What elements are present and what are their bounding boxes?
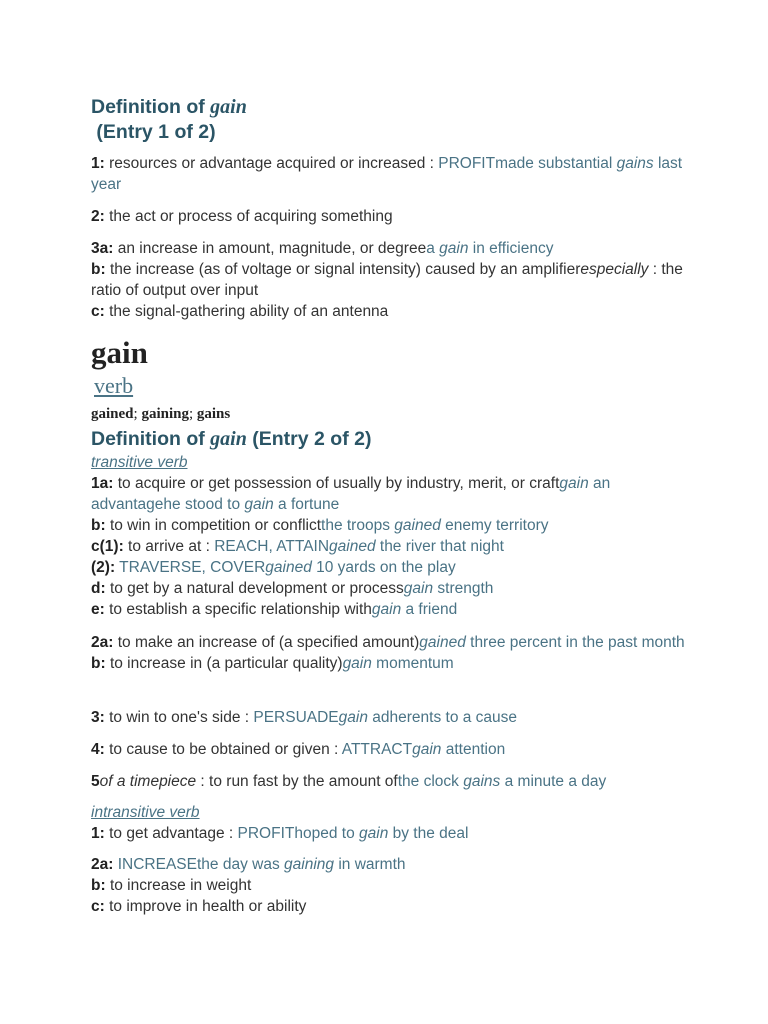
xref-link[interactable]: PROFIT [438,155,496,172]
transitive-sense-5: 5of a timepiece : to run fast by the amount ofthe clock gains a minute a day [91,773,607,790]
entry1-heading [91,95,691,145]
xref-link[interactable]: INCREASE [113,856,197,873]
transitive-verb-label[interactable]: transitive verb [91,454,188,471]
intransitive-sense-2: 2a: INCREASEthe day was gaining in warmth b: to increase in weight c: to improve in health or ability [91,856,406,915]
entry2-heading: Definition of gain (Entry 2 of 2) [91,428,372,450]
transitive-sense-4: 4: to cause to be obtained or given : ATTRACTgain attention [91,741,506,758]
inflected-forms: gained; gaining; gains [91,406,231,422]
xref-link[interactable]: TRAVERSE, COVER [115,559,266,576]
intransitive-block: intransitive verb 1: to get advantage : PROFIThoped to gain by the deal [91,804,469,842]
entry1-sense-2: 2: the act or process of acquiring something [91,208,393,225]
entry1-sense-1: 1: resources or advantage acquired or increased : PROFITmade substantial gains last year [91,155,683,193]
xref-link[interactable]: REACH, ATTAIN [214,538,330,555]
intransitive-verb-label[interactable]: intransitive verb [91,804,200,821]
entry1-title-prefix: Definition of [91,96,205,118]
xref-link[interactable]: PERSUADE [253,709,339,726]
entry1-sense-3: 3a: an increase in amount, magnitude, or degreea gain in efficiency b: the increase (as of voltage or signal intensity) caused by an amplifierespecially : the ratio of output over input c: the signal-gathering ability of an antenna [91,240,683,320]
transitive-block: transitive verb 1a: to acquire or get possession of usually by industry, merit, or craftgain an advantagehe stood to gain a fortune b: to win in competition or conflictthe troops gained enemy territory c(1): to arrive at : REACH, ATTAINgained the river that night (2): TRAVERSE, COVERgained 10 yards on the play d: to get by a natural development or processgain strength e: to establish a specific relationship withgain a friend [91,454,611,618]
part-of-speech-link[interactable]: verb [94,373,134,398]
headword: gain [91,335,148,370]
xref-link[interactable]: PROFIT [237,825,295,842]
entry1-label: (Entry 1 of 2) [96,121,216,143]
transitive-sense-3: 3: to win to one's side : PERSUADEgain adherents to a cause [91,709,518,726]
transitive-sense-2: 2a: to make an increase of (a specified amount)gained three percent in the past month b: to increase in (a particular quality)gain momentum [91,634,685,672]
xref-link[interactable]: ATTRACT [341,741,413,758]
entry1-title-word: gain [210,96,247,118]
